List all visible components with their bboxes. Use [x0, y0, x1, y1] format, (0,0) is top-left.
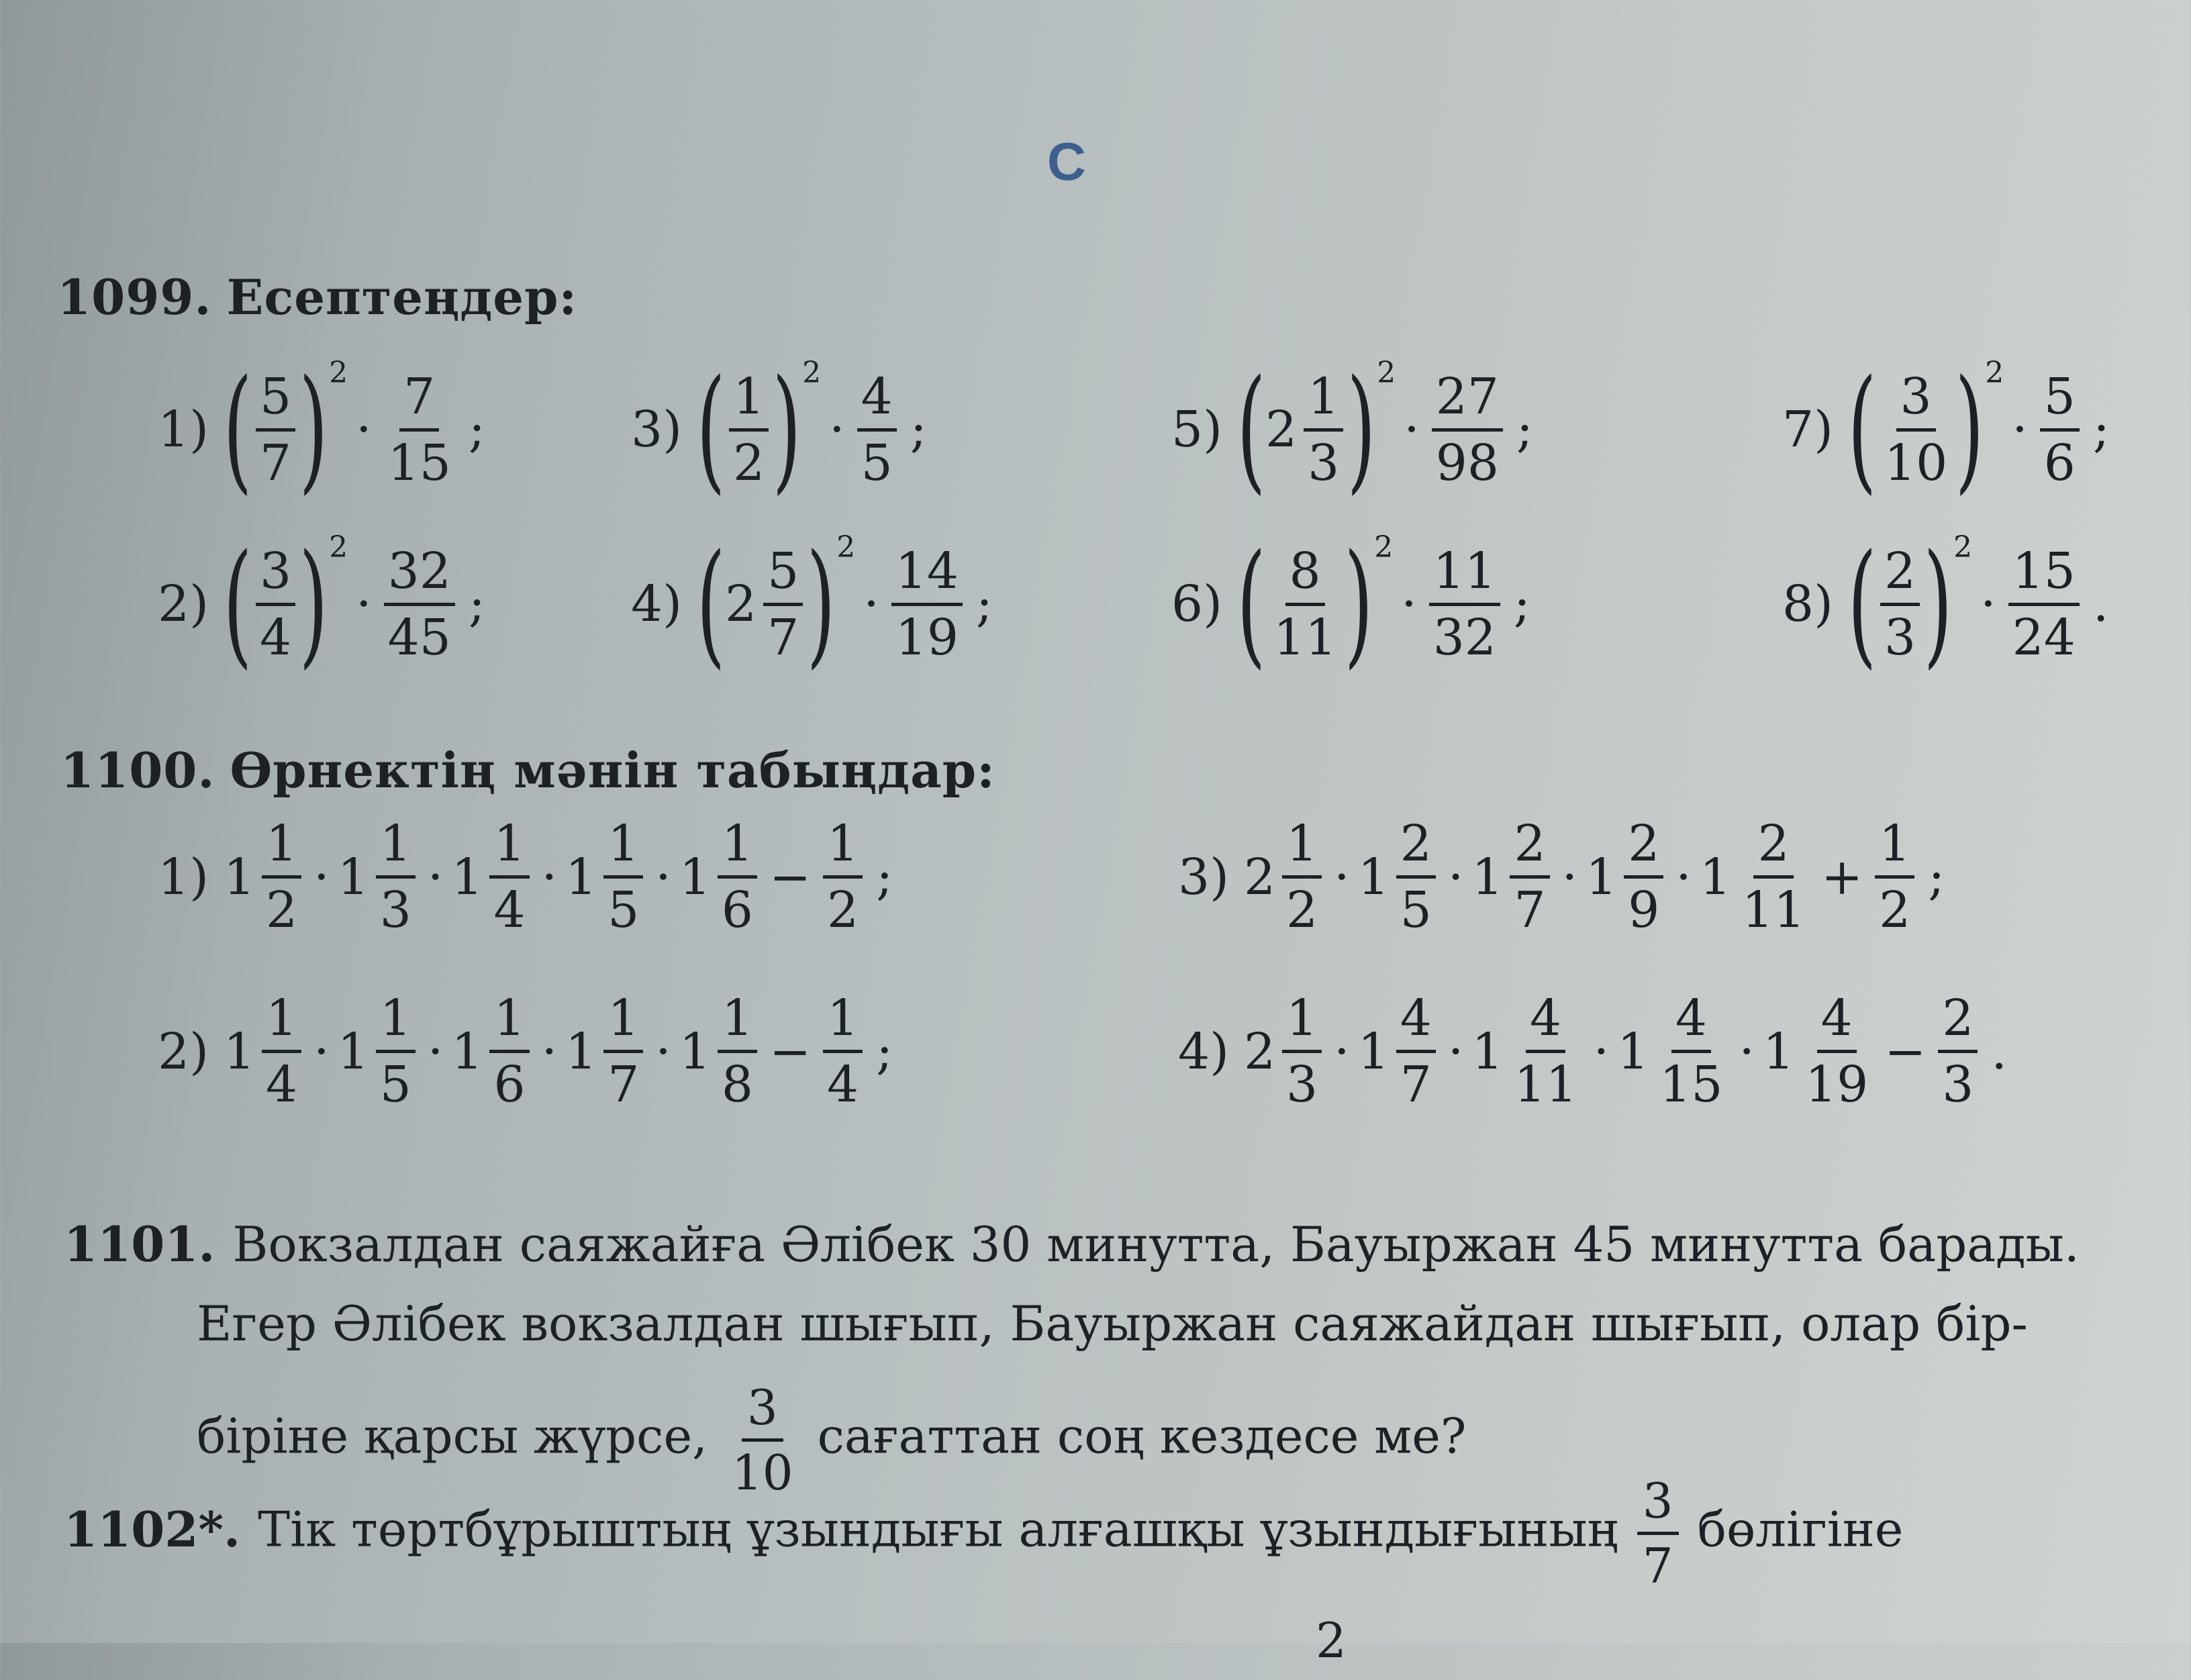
problem-1101	[64, 1205, 2080, 1501]
item-label: 1)	[158, 848, 209, 906]
fraction	[823, 989, 863, 1114]
multiply-dot: ·	[655, 848, 671, 906]
numerator: 2	[1396, 819, 1436, 879]
whole-part: 1	[451, 848, 483, 906]
problem-1102	[64, 1473, 1904, 1594]
fraction	[1396, 815, 1436, 939]
numerator: 1	[262, 819, 301, 879]
problem-1102-tail	[1316, 1601, 1347, 1680]
left-paren: (	[1847, 526, 1877, 682]
denominator: 9	[1628, 881, 1660, 939]
exercise-item	[158, 989, 893, 1114]
right-paren: )	[1347, 351, 1376, 507]
whole-part: 1	[1699, 848, 1731, 906]
fraction	[262, 815, 301, 939]
fraction	[718, 815, 757, 939]
mixed-number	[565, 989, 647, 1114]
numerator: 4	[857, 372, 897, 432]
operator: −	[769, 1022, 812, 1081]
denominator: 19	[895, 608, 959, 666]
fraction	[1738, 815, 1809, 939]
item-label: 2)	[158, 575, 209, 633]
multiply-dot: ·	[1334, 848, 1350, 906]
exercise-item	[631, 526, 993, 682]
mixed-number	[679, 989, 761, 1114]
mixed-number	[1357, 989, 1440, 1114]
denominator: 2	[827, 881, 859, 939]
end-mark: ;	[1513, 575, 1530, 633]
multiply-dot: ·	[1675, 848, 1692, 906]
whole-part: 1	[223, 848, 256, 906]
whole-part: 1	[337, 848, 369, 906]
item-label: 7)	[1782, 401, 1833, 458]
exponent: 2	[1377, 356, 1396, 390]
numerator: 1	[1282, 993, 1322, 1053]
section-letter: С	[1047, 132, 1086, 191]
item-label: 5)	[1171, 401, 1222, 458]
multiply-dot: ·	[1593, 1022, 1610, 1081]
numerator: 3	[1637, 1477, 1679, 1535]
whole-part: 1	[1471, 848, 1504, 906]
fraction	[2008, 542, 2080, 666]
fraction	[2040, 367, 2080, 492]
whole-part: 1	[1471, 1022, 1504, 1081]
denominator: 6	[2043, 434, 2076, 492]
numerator: 4	[1671, 993, 1711, 1053]
end-mark: ;	[468, 575, 485, 633]
operator: −	[1884, 1022, 1927, 1081]
end-mark: ;	[1516, 401, 1533, 458]
fraction	[256, 367, 295, 492]
problem-number: 1101.	[64, 1216, 215, 1273]
fraction	[1624, 815, 1663, 939]
multiply-dot: ·	[1980, 575, 1996, 633]
denominator: 6	[493, 1056, 526, 1114]
whole-part: 1	[679, 848, 711, 906]
denominator: 19	[1805, 1056, 1869, 1114]
multiply-dot: ·	[829, 401, 845, 458]
numerator: 3	[256, 546, 295, 606]
whole-part: 1	[679, 1022, 711, 1081]
whole-part: 1	[1357, 848, 1390, 906]
whole-part: 2	[1265, 401, 1298, 458]
left-paren: (	[1236, 351, 1266, 507]
exponent: 2	[836, 530, 856, 564]
numerator: 5	[2040, 372, 2080, 432]
exercise-item	[1171, 526, 1530, 682]
denominator: 11	[1273, 608, 1337, 666]
exponent: 2	[1985, 356, 2004, 390]
multiply-dot: ·	[427, 1022, 444, 1081]
numerator: 2	[1938, 993, 1978, 1053]
numerator: 8	[1285, 546, 1325, 606]
fraction	[1432, 367, 1503, 492]
exercise-item	[631, 351, 927, 507]
exponent: 2	[802, 356, 822, 390]
denominator: 7	[607, 1056, 640, 1114]
denominator: 2	[732, 434, 765, 492]
denominator: 8	[721, 1056, 754, 1114]
numerator: 32	[384, 546, 455, 606]
right-paren: )	[772, 351, 801, 507]
mixed-number	[1617, 989, 1731, 1114]
item-label: 3)	[1178, 848, 1229, 906]
numerator: 7	[399, 372, 439, 432]
end-mark: .	[1991, 1022, 2007, 1081]
denominator: 7	[767, 608, 799, 666]
mixed-number	[223, 815, 305, 939]
whole-part: 2	[1243, 1022, 1276, 1081]
denominator: 15	[1659, 1056, 1723, 1114]
multiply-dot: ·	[313, 848, 330, 906]
denominator: 24	[2012, 608, 2076, 666]
numerator: 1	[823, 819, 863, 879]
right-paren: )	[299, 351, 328, 507]
operator: +	[1821, 848, 1863, 906]
end-mark: ;	[1928, 848, 1945, 906]
whole-part: 2	[724, 575, 757, 633]
numerator: 2	[1753, 819, 1793, 879]
fraction	[384, 367, 455, 492]
numerator: 2	[1510, 819, 1549, 879]
numerator: 1	[603, 819, 643, 879]
multiply-dot: ·	[427, 848, 444, 906]
numerator: 1	[718, 819, 757, 879]
denominator: 98	[1435, 434, 1499, 492]
denominator: 3	[1308, 434, 1340, 492]
mixed-number	[679, 815, 761, 939]
fraction	[1655, 989, 1726, 1114]
problem-line: Егер Әлібек вокзалдан шығып, Бауыржан саяжайдан шығып, олар бір-	[197, 1295, 2028, 1352]
numerator: 1	[1282, 819, 1322, 879]
multiply-dot: ·	[655, 1022, 671, 1081]
right-paren: )	[806, 526, 836, 682]
denominator: 10	[1884, 434, 1948, 492]
exponent: 2	[1374, 530, 1394, 564]
numerator: 2	[1880, 546, 1920, 606]
left-paren: (	[223, 351, 252, 507]
mixed-number	[1471, 815, 1553, 939]
operator: −	[769, 848, 812, 906]
denominator: 5	[379, 1056, 411, 1114]
end-mark: ;	[876, 1022, 893, 1081]
fraction	[1880, 542, 1920, 666]
fraction	[1429, 542, 1500, 666]
problem-line: сағаттан соң кездесе ме?	[817, 1407, 1467, 1465]
whole-part: 1	[565, 1022, 597, 1081]
multiply-dot: ·	[313, 1022, 330, 1081]
fraction	[489, 815, 529, 939]
mixed-number	[565, 815, 647, 939]
denominator: 2	[1286, 881, 1318, 939]
multiply-dot: ·	[541, 1022, 558, 1081]
multiply-dot: ·	[863, 575, 879, 633]
exercise-item	[1178, 989, 2007, 1114]
fraction	[729, 367, 769, 492]
fraction	[857, 367, 897, 492]
fraction	[1282, 815, 1322, 939]
denominator: 3	[1884, 608, 1916, 666]
problem-number: 1100.	[60, 742, 215, 799]
denominator: 7	[259, 434, 292, 492]
numerator: 1	[1875, 819, 1914, 879]
exercise-item	[158, 351, 485, 507]
end-mark: .	[2092, 575, 2109, 633]
multiply-dot: ·	[1401, 575, 1417, 633]
exercise-item	[158, 815, 893, 939]
left-paren: (	[696, 351, 726, 507]
end-mark: ;	[876, 848, 893, 906]
multiply-dot: ·	[356, 401, 372, 458]
problem-line: бөлігіне	[1697, 1501, 1904, 1558]
fraction	[1282, 989, 1322, 1114]
multiply-dot: ·	[1739, 1022, 1755, 1081]
denominator: 7	[1400, 1056, 1432, 1114]
left-paren: (	[223, 526, 252, 682]
multiply-dot: ·	[2012, 401, 2028, 458]
whole-part: 1	[451, 1022, 483, 1081]
mixed-number	[1699, 815, 1813, 939]
left-paren: (	[696, 526, 726, 682]
problem-number: 1099.	[57, 268, 212, 326]
fraction	[1510, 815, 1549, 939]
multiply-dot: ·	[541, 848, 558, 906]
fraction	[1801, 989, 1872, 1114]
exponent: 2	[329, 530, 348, 564]
left-paren: (	[1236, 526, 1266, 682]
numerator: 1	[489, 993, 529, 1053]
fraction	[603, 815, 643, 939]
numerator: 4	[1526, 993, 1565, 1053]
numerator: 3	[1896, 372, 1936, 432]
whole-part: 1	[1357, 1022, 1390, 1081]
fraction	[1510, 989, 1581, 1114]
denominator: 7	[1642, 1538, 1673, 1594]
exercise-item	[158, 526, 485, 682]
numerator: 1	[1304, 372, 1343, 432]
right-paren: )	[299, 526, 328, 682]
fraction	[718, 989, 757, 1114]
whole-part: 2	[1243, 848, 1276, 906]
whole-part: 1	[565, 848, 597, 906]
end-mark: ;	[468, 401, 485, 458]
right-paren: )	[1344, 526, 1373, 682]
fraction	[763, 542, 803, 666]
fraction	[603, 989, 643, 1114]
denominator: 15	[387, 434, 451, 492]
problem-1099-heading	[57, 268, 577, 326]
fraction	[1875, 815, 1914, 939]
numerator: 2	[1624, 819, 1663, 879]
mixed-number	[337, 989, 420, 1114]
numerator: 1	[489, 819, 529, 879]
problem-title: Өрнектің мәнін табыңдар:	[230, 742, 995, 799]
numerator: 1	[718, 993, 757, 1053]
exercise-item	[1782, 351, 2110, 507]
numerator: 3	[742, 1383, 783, 1442]
fraction	[376, 989, 416, 1114]
numerator: 4	[1396, 993, 1436, 1053]
multiply-dot: ·	[1561, 848, 1578, 906]
fraction	[1637, 1473, 1679, 1594]
problem-line: біріне қарсы жүрсе,	[197, 1407, 708, 1465]
multiply-dot: ·	[1447, 1022, 1464, 1081]
denominator: 5	[607, 881, 640, 939]
numerator: 5	[763, 546, 803, 606]
numerator: 11	[1429, 546, 1500, 606]
item-label: 1)	[158, 401, 209, 458]
whole-part: 1	[337, 1022, 369, 1081]
mixed-number	[1243, 989, 1326, 1114]
numerator: 1	[603, 993, 643, 1053]
fraction	[262, 989, 301, 1114]
tail-number: 2	[1316, 1612, 1347, 1669]
denominator: 5	[861, 434, 893, 492]
mixed-number	[451, 989, 533, 1114]
item-label: 6)	[1171, 575, 1222, 633]
fraction	[1396, 989, 1436, 1114]
fraction	[256, 542, 295, 666]
denominator: 3	[1286, 1056, 1318, 1114]
item-label: 4)	[631, 575, 682, 633]
numerator: 27	[1432, 372, 1503, 432]
denominator: 2	[266, 881, 298, 939]
exercise-item	[1782, 526, 2109, 682]
denominator: 4	[827, 1056, 859, 1114]
item-label: 4)	[1178, 1022, 1229, 1081]
exercise-item	[1171, 351, 1533, 507]
multiply-dot: ·	[356, 575, 372, 633]
mixed-number	[223, 989, 305, 1114]
exponent: 2	[329, 356, 348, 390]
mixed-number	[1762, 989, 1876, 1114]
numerator: 14	[891, 546, 963, 606]
numerator: 1	[376, 993, 416, 1053]
problem-1100-heading	[60, 742, 995, 799]
multiply-dot: ·	[1404, 401, 1420, 458]
denominator: 10	[731, 1444, 793, 1501]
end-mark: ;	[910, 401, 927, 458]
right-paren: )	[1955, 351, 1984, 507]
whole-part: 1	[223, 1022, 256, 1081]
numerator: 1	[823, 993, 863, 1053]
denominator: 45	[387, 608, 451, 666]
multiply-dot: ·	[1447, 848, 1464, 906]
denominator: 4	[493, 881, 526, 939]
numerator: 5	[256, 372, 295, 432]
item-label: 8)	[1782, 575, 1833, 633]
numerator: 4	[1817, 993, 1857, 1053]
denominator: 2	[1879, 881, 1911, 939]
left-paren: (	[1847, 351, 1877, 507]
right-paren: )	[1923, 526, 1953, 682]
mixed-number	[1357, 815, 1440, 939]
item-label: 2)	[158, 1022, 209, 1081]
fraction	[1269, 542, 1341, 666]
denominator: 4	[266, 1056, 298, 1114]
denominator: 32	[1432, 608, 1496, 666]
multiply-dot: ·	[1334, 1022, 1350, 1081]
item-label: 3)	[631, 401, 682, 458]
fraction	[1304, 367, 1343, 492]
fraction	[1880, 367, 1951, 492]
problem-number: 1102*.	[64, 1500, 241, 1558]
fraction	[891, 542, 963, 666]
numerator: 1	[376, 819, 416, 879]
fraction	[1938, 989, 1978, 1114]
whole-part: 1	[1762, 1022, 1795, 1081]
denominator: 5	[1400, 881, 1432, 939]
end-mark: ;	[2092, 401, 2110, 458]
denominator: 11	[1741, 881, 1806, 939]
problem-title: Есептеңдер:	[226, 268, 578, 326]
denominator: 11	[1514, 1056, 1577, 1114]
denominator: 4	[259, 608, 292, 666]
fraction	[823, 815, 863, 939]
fraction	[376, 815, 416, 939]
problem-line: Вокзалдан саяжайға Әлібек 30 минутта, Бауыржан 45 минутта барады.	[232, 1216, 2080, 1273]
numerator: 1	[262, 993, 301, 1053]
mixed-number	[1586, 815, 1667, 939]
end-mark: ;	[975, 575, 993, 633]
denominator: 3	[379, 881, 411, 939]
fraction	[384, 542, 455, 666]
fraction	[489, 989, 529, 1114]
whole-part: 1	[1617, 1022, 1649, 1081]
denominator: 7	[1514, 881, 1546, 939]
mixed-number	[1243, 815, 1326, 939]
numerator: 1	[729, 372, 769, 432]
numerator: 15	[2008, 546, 2080, 606]
problem-line: Тік төртбұрыштың ұзындығы алғашқы ұзындығының	[258, 1501, 1618, 1558]
exponent: 2	[1953, 530, 1973, 564]
exercise-item	[1178, 815, 1945, 939]
denominator: 6	[721, 881, 754, 939]
mixed-number	[337, 815, 420, 939]
whole-part: 1	[1586, 848, 1618, 906]
mixed-number	[1471, 989, 1585, 1114]
denominator: 3	[1942, 1056, 1974, 1114]
mixed-number	[451, 815, 533, 939]
